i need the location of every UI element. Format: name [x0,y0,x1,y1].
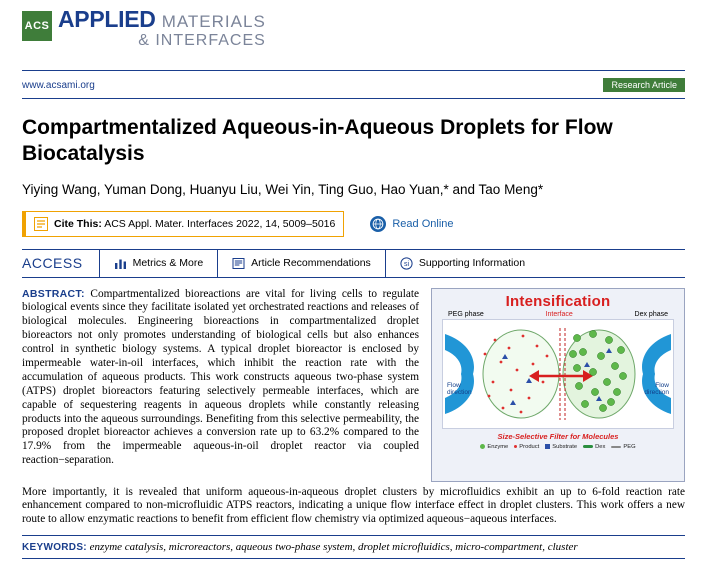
citation-text: ACS Appl. Mater. Interfaces 2022, 14, 5009–5016 [104,217,336,230]
url-bar [22,76,685,94]
legend-label-peg: PEG [623,443,636,450]
toc-label-interface: Interface [545,310,573,318]
substrate-triangle-icon [545,444,550,449]
abstract-continued: More importantly, it is revealed that uniform aqueous-in-aqueous droplet clusters by microfluidics exhibit an up to 6-fold reaction rate enhancement compared to non-microfluidic ATPS reactors, indicating a unique flow interface effect in droplet clusters. This work offers a new route to allow enzymatic reactions to benefit from efficient flow chemistry via optimized aqueous−aqueous interfaces. [22,485,685,526]
svg-text:si: si [403,260,409,268]
legend-label-product: Product [519,443,540,450]
keywords-list: enzyme catalysis, microreactors, aqueous two-phase system, droplet microfluidics, micro-compartment, cluster [89,541,578,554]
supporting-information[interactable] [386,250,539,277]
article-type-badge: Research Article [603,78,685,92]
access-bar [22,249,685,278]
product-dot-icon [514,445,517,448]
toc-graphic [431,288,685,482]
journal-masthead [22,0,685,60]
journal-title-materials: MATERIALS [161,12,266,31]
legend-item-product [514,444,539,450]
journal-title [58,8,266,49]
url-divider [22,98,685,99]
legend-label-enzyme: Enzyme [487,443,509,450]
access-label[interactable]: ACCESS [22,250,100,277]
cite-this-label: Cite This: [54,217,102,230]
legend-item-dex [583,444,605,450]
abstract-column [22,288,419,469]
abstract-section [22,288,685,482]
flow-direction-right: Flow direction [644,381,669,396]
keywords-divider-top [22,535,685,536]
cite-strip [22,211,685,237]
keywords-section [22,541,685,558]
legend-item-enzyme [480,444,508,450]
metrics-label: Metrics & More [132,257,204,269]
toc-legend [432,444,684,450]
flow-direction-left: Flow direction [447,381,472,396]
read-online-link[interactable] [370,211,453,237]
article-icon [232,257,245,270]
journal-title-interfaces: & INTERFACES [138,32,266,49]
enzyme-dot-icon [480,444,485,449]
cite-this-box[interactable] [22,211,344,237]
acs-logo: ACS [22,11,52,41]
toc-caption: Size-Selective Filter for Molecules [497,431,619,441]
legend-item-substrate [545,444,577,450]
abstract-label: ABSTRACT: [22,287,85,300]
legend-item-peg [611,444,635,450]
article-recommendations-label: Article Recommendations [251,257,371,269]
legend-label-substrate: Substrate [552,443,578,450]
keywords-divider-bottom [22,558,685,559]
keywords-label: KEYWORDS: [22,542,87,554]
toc-title: Intensification [505,292,611,310]
toc-label-dex: Dex phase [634,310,668,318]
journal-title-applied: APPLIED [58,6,156,32]
article-recommendations[interactable] [218,250,386,277]
toc-label-peg: PEG phase [448,310,484,318]
toc-phase-labels [432,311,684,318]
supporting-information-label: Supporting Information [418,257,526,269]
author-list: Yiying Wang, Yuman Dong, Huanyu Liu, Wei Yin, Ting Guo, Hao Yuan,* and Tao Meng* [22,181,544,197]
abstract-text: Compartmentalized bioreactions are vital for living cells to regulate biological events since they facilitate isolated yet orchestrated reactions and releases of biological molecules. Engineering bioreactions in compartmentalized droplet bioreactors not only promotes understanding of biological cells but also enhances control in synthetic biology systems. A typical droplet bioreactor is enclosed by impermeable water-in-oil interfaces, which inhibit the reaction rate with the accumulation of aqueous products. This work constructs aqueous two-phase system (ATPS) droplet bioreactors featuring selectively permeable interfaces, which are capable of sequestering reagents in aqueous droplets while constantly releasing products into the aqueous surroundings. Benefiting from this selective permeability, the proposed droplet bioreactor achieves a conversion rate up to 63.2% compared to the 17.9% from the impermeable aqueous-in-oil droplet reactor via coupled reaction−separation. [22,287,420,467]
dex-chain-icon [583,445,593,448]
journal-url[interactable]: www.acsami.org [22,79,95,91]
legend-label-dex: Dex [595,443,606,450]
globe-icon [370,216,386,232]
metrics-and-more[interactable] [100,250,219,277]
toc-diagram [442,319,674,429]
page-title: Compartmentalized Aqueous-in-Aqueous Droplets for Flow Biocatalysis [22,116,613,166]
toc-svg [443,320,673,428]
peg-chain-icon [611,446,621,448]
masthead-divider [22,70,685,71]
cite-icon [34,217,48,231]
read-online-label: Read Online [392,217,454,230]
si-icon [400,257,413,270]
bar-chart-icon [114,257,127,270]
